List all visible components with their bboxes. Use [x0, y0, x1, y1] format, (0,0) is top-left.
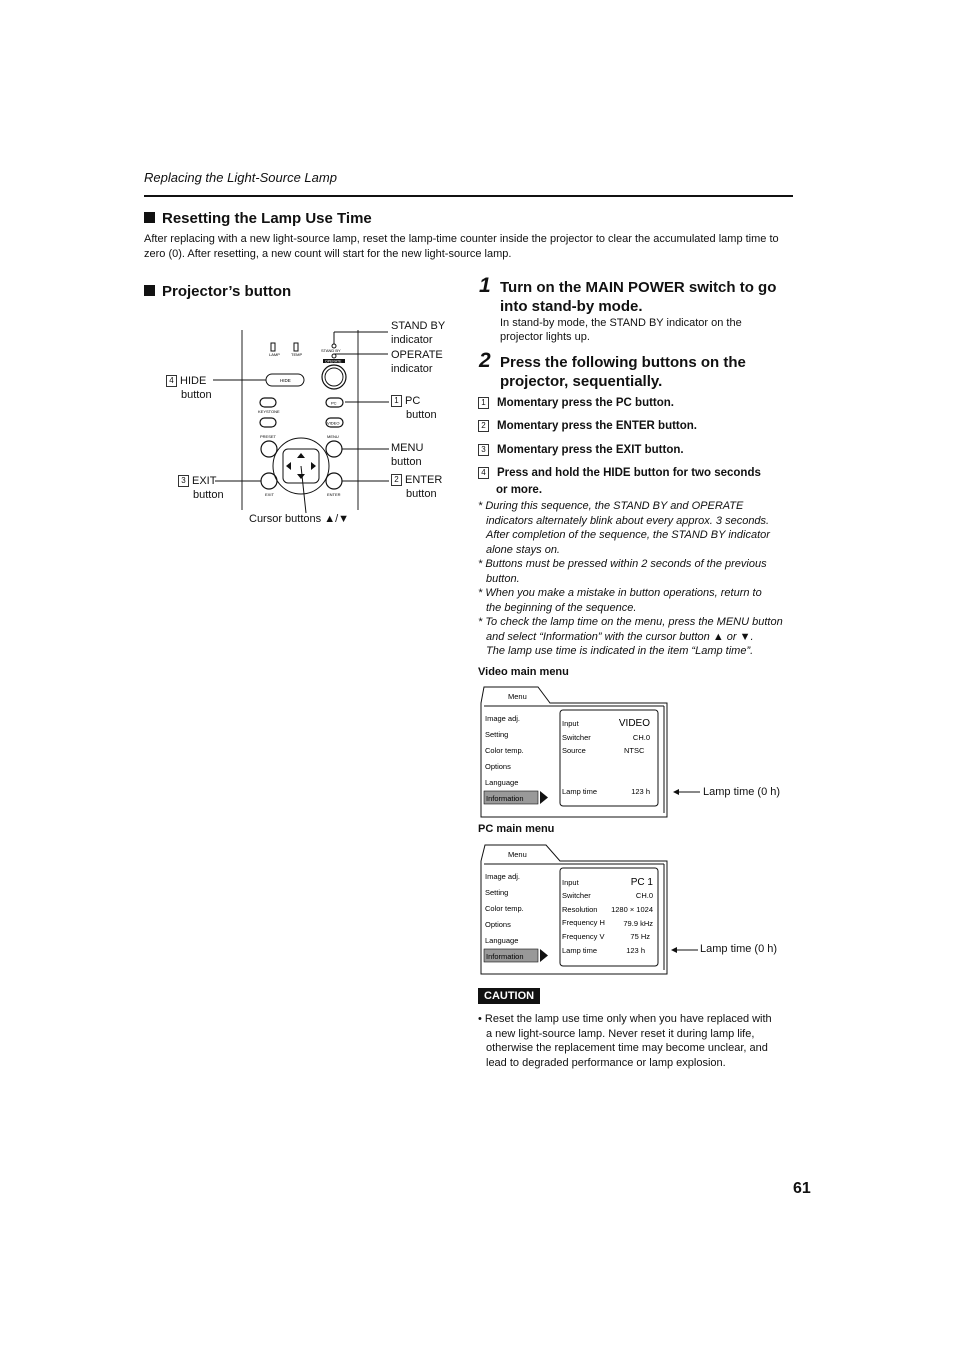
projector-button-title-text: Projector’s button — [162, 283, 292, 300]
info-value: VIDEO — [618, 718, 650, 729]
menu-item[interactable]: Information — [486, 794, 524, 803]
caution-text: • Reset the lamp use time only when you have replaced with a new light-source lamp. Never reset it during lamp life, otherwise the replacement time may become unclear, and lead to degraded performance or lamp explosion. — [478, 1013, 772, 1069]
triangle-right-icon — [540, 949, 548, 962]
pc-menu-tab: Menu — [508, 850, 527, 859]
panel-temp-label: TEMP — [291, 352, 303, 357]
triangle-right-icon — [540, 791, 548, 804]
menu-item[interactable]: Setting — [485, 730, 509, 739]
info-key: Input — [562, 878, 579, 887]
menu-item[interactable]: Options — [485, 762, 511, 771]
note-1: * During this sequence, the STAND BY and OPERATE indicators alternately blink about every approx. 3 seconds. After completion of the sequence, the STAND BY indicator alone stays on. — [478, 500, 770, 556]
arrow-left-icon — [672, 786, 702, 798]
info-key: Resolution — [562, 905, 598, 914]
enter-button[interactable] — [326, 473, 342, 489]
page-number: 61 — [793, 1180, 811, 1197]
menu-item[interactable]: Language — [485, 936, 519, 945]
callout-exit: 3 EXIT button — [178, 474, 224, 502]
note-4: * To check the lamp time on the menu, press the MENU button and select “Information” with the cursor button ▲ or ▼. The lamp use time is indicated in the item “Lamp time”. — [478, 616, 783, 657]
info-value: 1280 × 1024 — [611, 905, 653, 914]
video-menu-caption: Video main menu — [478, 666, 569, 678]
step2-title: Press the following buttons on the projector, sequentially. — [500, 354, 746, 390]
step2-number: 2 — [479, 349, 491, 372]
callout-cursor: Cursor buttons ▲/▼ — [249, 513, 350, 525]
callout-hide: 4 HIDE button — [166, 374, 212, 402]
callout-pc: 1 PC button — [391, 394, 437, 422]
panel-pc-label: PC — [331, 400, 337, 406]
substep-3: 3 Momentary press the EXIT button. — [478, 442, 684, 459]
step1-title: Turn on the MAIN POWER switch to go into stand-by mode. — [500, 279, 777, 315]
panel-enter-label: ENTER — [327, 492, 341, 497]
info-key: Frequency V — [562, 932, 605, 941]
info-value: CH.0 — [632, 733, 650, 742]
pc-menu-caption: PC main menu — [478, 823, 555, 835]
menu-item[interactable]: Information — [486, 952, 524, 961]
info-key: Input — [562, 719, 579, 728]
panel-menu-label: MENU — [327, 434, 339, 439]
projector-button-title — [144, 283, 291, 300]
menu-item[interactable]: Color temp. — [485, 904, 524, 913]
keystone-minus-button[interactable] — [260, 418, 276, 427]
callout-menu: MENU button — [391, 442, 424, 468]
info-value: 79.9 kHz — [623, 919, 653, 928]
section-title — [144, 210, 372, 227]
cursor-down-icon[interactable] — [297, 474, 305, 479]
menu-item[interactable]: Options — [485, 920, 511, 929]
cursor-left-icon[interactable] — [286, 462, 291, 470]
arrow-left-icon — [670, 944, 700, 956]
info-value: 123 h — [626, 946, 645, 955]
panel-keystone-label: KEYSTONE — [258, 409, 280, 414]
panel-operate-label: OPERATE — [325, 359, 342, 364]
substep-2: 2 Momentary press the ENTER button. — [478, 418, 697, 435]
video-menu-tab: Menu — [508, 692, 527, 701]
operate-led-icon — [332, 354, 336, 358]
info-key: Frequency H — [562, 918, 605, 927]
pc-menu-screen — [480, 844, 670, 976]
cursor-leader-line — [301, 466, 306, 513]
substep-1: 1 Momentary press the PC button. — [478, 395, 674, 412]
operate-button[interactable] — [322, 365, 346, 389]
info-key: Switcher — [562, 891, 591, 900]
menu-item[interactable]: Image adj. — [485, 714, 521, 723]
section-title-text: Resetting the Lamp Use Time — [162, 210, 372, 227]
header-rule — [144, 195, 793, 197]
info-key: Lamp time — [562, 787, 598, 796]
video-menu-screen — [480, 686, 670, 818]
square-bullet-icon — [144, 285, 155, 296]
cursor-right-icon[interactable] — [311, 462, 316, 470]
note-2: * Buttons must be pressed within 2 seconds of the previous button. — [478, 558, 767, 585]
menu-item[interactable]: Color temp. — [485, 746, 524, 755]
exit-button[interactable] — [261, 473, 277, 489]
cursor-up-icon[interactable] — [297, 453, 305, 458]
callout-enter: 2 ENTER button — [391, 473, 442, 501]
info-value: NTSC — [624, 746, 645, 755]
callout-standby: STAND BY indicator — [391, 320, 446, 346]
temp-indicator-icon — [294, 343, 298, 351]
menu-item[interactable]: Setting — [485, 888, 509, 897]
running-header: Replacing the Light-Source Lamp — [144, 170, 337, 185]
square-bullet-icon — [144, 212, 155, 223]
step1-body: In stand-by mode, the STAND BY indicator on the projector lights up. — [500, 317, 742, 343]
panel-standby-label: STAND BY — [321, 348, 341, 353]
pc-lamp-time-callout: Lamp time (0 h) — [700, 943, 778, 955]
callout-operate: OPERATE indicator — [391, 349, 443, 375]
panel-video-label: VIDEO — [327, 420, 340, 426]
menu-button[interactable] — [326, 441, 342, 457]
section-intro: After replacing with a new light-source lamp, reset the lamp-time counter inside the projector to clear the accumulated lamp time to zero (0). After resetting, a new count will start for the new light-source lamp. — [144, 233, 779, 260]
info-key: Lamp time — [562, 946, 598, 955]
panel-preset-label: PRESET — [260, 434, 277, 439]
info-value: 75 Hz — [630, 932, 650, 941]
note-3: * When you make a mistake in button operations, return to the beginning of the sequence. — [478, 587, 762, 614]
menu-item[interactable]: Image adj. — [485, 872, 521, 881]
caution-label: CAUTION — [478, 988, 540, 1004]
info-value: 123 h — [631, 787, 650, 796]
info-key: Switcher — [562, 733, 591, 742]
preset-button[interactable] — [261, 441, 277, 457]
substep-4: 4 Press and hold the HIDE button for two seconds or more. — [478, 465, 761, 499]
info-value: PC 1 — [630, 877, 653, 888]
operate-button-ring — [325, 368, 343, 386]
panel-hide-label: HIDE — [280, 378, 291, 383]
panel-exit-label: EXIT — [265, 492, 274, 497]
video-lamp-time-callout: Lamp time (0 h) — [703, 786, 781, 798]
lamp-indicator-icon — [271, 343, 275, 351]
keystone-button[interactable] — [260, 398, 276, 407]
panel-lamp-label: LAMP — [269, 352, 280, 357]
menu-item[interactable]: Language — [485, 778, 519, 787]
info-key: Source — [562, 746, 586, 755]
step1-number: 1 — [479, 274, 491, 297]
info-value: CH.0 — [635, 891, 653, 900]
